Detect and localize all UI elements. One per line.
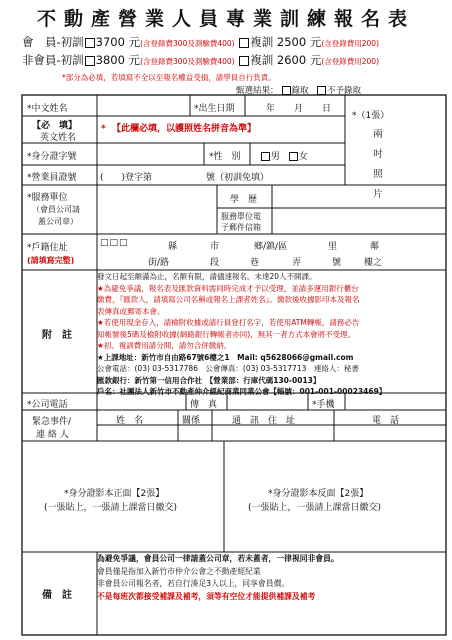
input-fax[interactable] [230, 395, 306, 409]
en-name-note[interactable] [101, 121, 256, 134]
em-header-name: 姓 名 [116, 416, 144, 426]
fuzhu-line: 表傳真或郵寄本會。 [97, 306, 165, 316]
label-emergency-2: 連 絡 人 [36, 430, 69, 440]
fee-member-refresh-label: 複訓 [250, 35, 274, 49]
fee-member-refresh: 2500 元 [276, 35, 322, 49]
label-license: *營業員證號 [27, 173, 77, 183]
fuzhu-line: 發文日起至額滿為止，名額有限，請儘速報名。未達20人不開課。 [97, 272, 317, 281]
fee-member-refresh-note: (含登錄費用200) [321, 39, 379, 48]
label-day: 日 [322, 104, 332, 114]
checkbox-female[interactable] [289, 152, 298, 161]
label-female: 女 [298, 152, 308, 162]
fee-nonmember-refresh: 2600 元 [276, 53, 322, 67]
photo-char-4: 片 [373, 189, 383, 200]
checkbox-male[interactable] [261, 152, 270, 161]
input-company-tel[interactable] [100, 395, 184, 409]
review-accept: 錄取 [291, 86, 309, 96]
beizhu-line: 不是每班次都接受補課及補考，須等有空位才能提供補課及補考 [97, 591, 316, 601]
label-email-1: 服務單位電 [221, 212, 261, 221]
label-year: 年 [266, 104, 276, 114]
fee-member-label: 會 員-初訓 [22, 35, 84, 49]
fuzhu-line: 公會電話：(03) 03-5317786 公會傳真：(03) 03-5317713 連絡人：秘書 [97, 364, 359, 373]
photo-char-1: 兩 [373, 129, 383, 140]
addr-floor: 樓之 [364, 258, 383, 268]
company-note-1: （會員公司請 [32, 205, 80, 214]
review-reject: 不予錄取 [326, 86, 361, 96]
id-front-title: *身分證影本正面【2張】 [64, 489, 165, 499]
fuzhu-line: 知帳號後5碼及檢附收據(網路銀行轉帳者亦同)，無其一者方式本會將不受理。 [97, 329, 356, 339]
label-company: *服務單位 [27, 193, 68, 203]
fee-nonmember-initial-note: (含登錄費300及測驗費400) [140, 57, 235, 66]
label-cn-name: *中文姓名 [27, 104, 68, 114]
input-edu[interactable] [275, 187, 443, 206]
en-name-note-text: 【此欄必填，以護照姓名拼音為準】 [112, 124, 257, 134]
label-dob: *出生日期 [194, 104, 235, 114]
required-note: *部分為必填，若填寫不全以至報名權益受損，請學員自行負責。 [62, 73, 276, 82]
input-em-phone[interactable] [336, 427, 444, 439]
addr-city: 市 [210, 242, 220, 252]
label-edu: 學 歷 [230, 195, 258, 205]
label-gender: *性 別 [209, 152, 241, 162]
fuzhu-line: 匯款銀行：新竹第一信用合作社 【營業部：行庫代碼130-0013】 [97, 375, 321, 385]
license-fill[interactable]: ( )登字第 號（初訓免填） [100, 173, 270, 183]
label-company-tel: *公司電話 [27, 400, 68, 410]
fee-nonmember-refresh-label: 複訓 [250, 53, 274, 67]
label-male: 男 [271, 152, 281, 162]
fee-member-initial-note: (含登錄費300及測驗費400) [140, 39, 235, 48]
review-label: 甄選結果： [236, 86, 279, 96]
fuzhu-line: ★若使用現金存入，請檢附收據或請行員登打名字，若使用ATM轉帳，請務必告 [97, 318, 360, 327]
photo-char-3: 照 [373, 169, 383, 180]
fuzhu-line: ★為避免爭議，報名表及匯款資料需同時完成才予以受理，並請多運用銀行櫃台 [97, 283, 359, 293]
beizhu-notes [97, 553, 442, 603]
label-beizhu: 備 註 [42, 590, 72, 601]
company-note-2: 蓋公司章） [38, 217, 78, 226]
beizhu-line: 非會員公司報名者，若自行湊足3人以上，同享會員價。 [97, 579, 290, 588]
addr-alley: 弄 [292, 258, 302, 268]
fee-member-initial: 3700 元 [95, 35, 141, 49]
fee-nonmember-initial: 3800 元 [95, 53, 141, 67]
photo-header: *（1張） [352, 111, 390, 121]
label-fuzhu: 附 註 [42, 330, 72, 341]
id-back-title: *身分證影本反面【2張】 [268, 489, 369, 499]
input-mobile[interactable] [348, 395, 443, 409]
gender-options [258, 149, 308, 162]
addr-village: 里 [328, 242, 338, 252]
input-company[interactable] [100, 187, 214, 232]
fee-nonmember-refresh-note: (含登錄費用200) [321, 57, 379, 66]
label-month: 月 [294, 104, 304, 114]
en-name-star: * [101, 124, 106, 134]
addr-number: 號 [332, 258, 342, 268]
fee-nonmember-label: 非會員-初訓 [22, 53, 84, 67]
input-email[interactable] [275, 210, 443, 232]
input-em-relation[interactable] [180, 427, 210, 439]
form-title: 不動產營業人員專業訓練報名表 [36, 8, 415, 30]
fuzhu-line: 繳費，『匯款人，請填寫公司名稱或報名上課者姓名』。繳款後收據影印本及報名 [97, 295, 360, 304]
em-header-address: 通 訊 住 址 [232, 416, 296, 426]
input-cn-name[interactable] [100, 97, 188, 114]
label-email-2: 子郵件信箱 [221, 223, 261, 232]
beizhu-line: 為避免爭議，會員公司一律請蓋公司章，若未蓋者，一律視同非會員。 [97, 554, 339, 563]
input-id[interactable] [100, 145, 200, 163]
fuzhu-notes [97, 271, 442, 398]
label-en-name: 英文姓名 [40, 133, 77, 143]
addr-district: 鄉/鎮/區 [254, 242, 288, 252]
label-mobile: *手機 [312, 400, 335, 410]
label-required-tag: 【必 填】 [32, 121, 78, 131]
label-emergency-1: 緊急事件/ [32, 417, 72, 427]
id-front-note: (一張貼上，一張請上課當日繳交) [44, 503, 178, 513]
addr-county: 縣 [168, 242, 178, 252]
id-back-note: (一張貼上，一張請上課當日繳交) [248, 503, 382, 513]
label-id: *身分證字號 [27, 152, 77, 162]
addr-note: (請填寫完整) [27, 256, 75, 265]
photo-char-2: 吋 [373, 149, 383, 160]
addr-postal-squares[interactable]: □□□ [100, 238, 129, 248]
input-em-address[interactable] [214, 427, 332, 439]
fuzhu-line: 戶名：社團法人新竹市不動產仲介經紀商業同業公會【帳號：001-001-00023469】 [97, 387, 387, 396]
label-addr: *戶籍住址 [27, 243, 68, 253]
addr-neighborhood: 鄰 [370, 242, 380, 252]
label-fax: 傳 真 [190, 400, 218, 410]
em-header-relation: 關係 [182, 416, 201, 426]
fuzhu-line: ★初、複訓費用請分開，請勿合併繳納。 [97, 341, 232, 350]
fuzhu-line: ★上課地址：新竹市自由路67號6樓之1 Mail: q5628066@gmail.com [97, 352, 354, 362]
addr-section: 段 [210, 258, 220, 268]
addr-street: 街/路 [148, 258, 170, 268]
input-em-name[interactable] [100, 427, 176, 439]
addr-lane: 巷 [250, 258, 260, 268]
beizhu-line: 會員僅是指加入新竹市仲介公會之不動產經紀業 [97, 566, 261, 576]
em-header-phone: 電 話 [372, 416, 400, 426]
